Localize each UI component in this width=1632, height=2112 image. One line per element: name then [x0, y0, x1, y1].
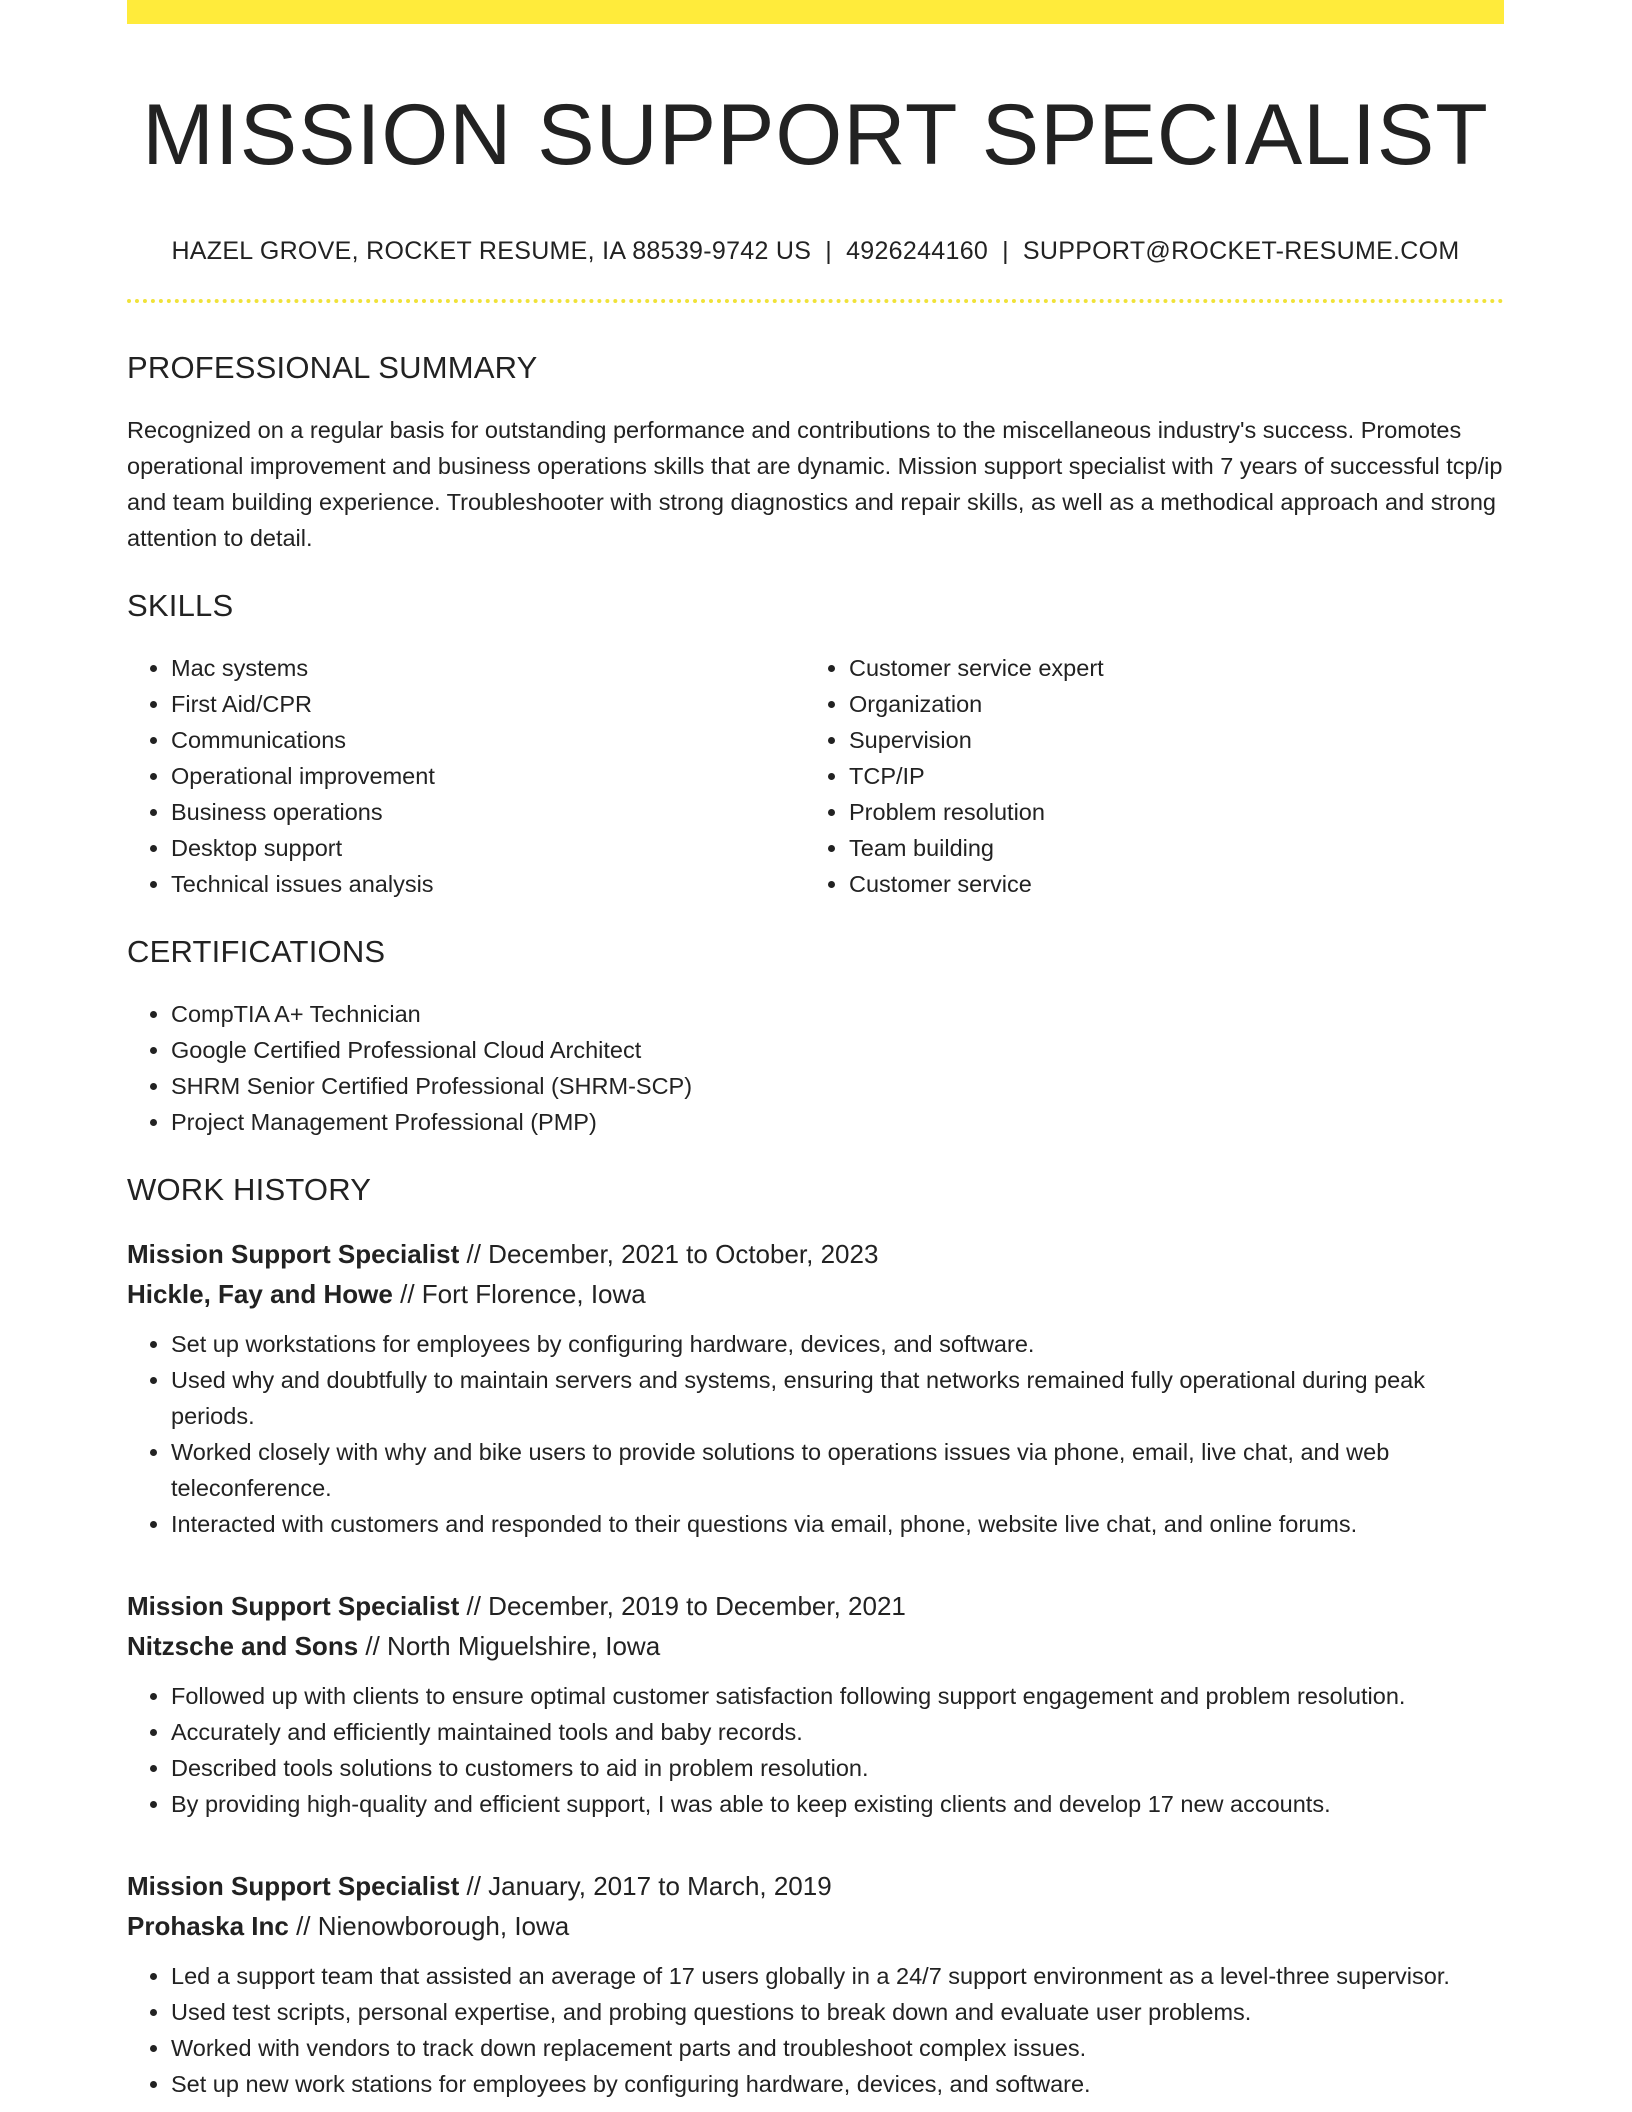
resume-title: MISSION SUPPORT SPECIALIST [142, 87, 1489, 183]
job-bullet: • By providing high-quality and efficient support, I was able to keep existing clients and develop 17 new accounts. [171, 1786, 1504, 1822]
skill-item: • Business operations [171, 794, 805, 830]
skill-item: • First Aid/CPR [171, 686, 805, 722]
contact-separator: | [825, 237, 833, 266]
skill-item: • Team building [849, 830, 1483, 866]
job-bullet: • Followed up with clients to ensure optimal customer satisfaction following support engagement and problem resolution. [171, 1678, 1504, 1714]
summary-heading: PROFESSIONAL SUMMARY [127, 350, 538, 386]
job-company: Nitzsche and Sons [127, 1631, 359, 1662]
job-role: Mission Support Specialist [127, 1871, 460, 1902]
contact-address: HAZEL GROVE, ROCKET RESUME, IA 88539-9742 US [171, 237, 812, 266]
contact-email: SUPPORT@ROCKET-RESUME.COM [1022, 237, 1460, 266]
job-role: Mission Support Specialist [127, 1239, 460, 1270]
job-bullet: • Worked with vendors to track down replacement parts and troubleshoot complex issues. [171, 2030, 1504, 2066]
job-location: // North Miguelshire, Iowa [358, 1631, 661, 1662]
job-company-line [127, 1626, 1504, 1666]
skills-left-column [127, 650, 805, 902]
summary-paragraph: Recognized on a regular basis for outstanding performance and contributions to the miscellaneous industry's success. Promotes operational improvement and business operations skills that are dynamic. Mission support specialist with 7 years of successful tcp/ip and team building experience. Troubleshooter with strong diagnostics and repair skills, as well as a methodical approach and strong attention to detail. [127, 417, 1503, 552]
skill-item: • Technical issues analysis [171, 866, 805, 902]
certifications-heading: CERTIFICATIONS [127, 934, 386, 970]
skill-item: • Mac systems [171, 650, 805, 686]
certification-item: • Project Management Professional (PMP) [171, 1104, 1504, 1140]
job-company-line [127, 1906, 1504, 1946]
contact-line [127, 237, 1504, 266]
job-bullet: • Led a support team that assisted an average of 17 users globally in a 24/7 support environment as a level-three supervisor. [171, 1958, 1504, 1994]
job-company: Hickle, Fay and Howe [127, 1279, 393, 1310]
job-bullet: • Described tools solutions to customers to aid in problem resolution. [171, 1750, 1504, 1786]
job-bullet: • Interacted with customers and responded to their questions via email, phone, website live chat, and online forums. [171, 1506, 1504, 1542]
job-title-line [127, 1586, 1504, 1626]
skills-grid [127, 650, 1504, 902]
job-bullets [127, 1326, 1504, 1542]
skill-item: • Communications [171, 722, 805, 758]
job-bullet: • Used why and doubtfully to maintain servers and systems, ensuring that networks remained fully operational during peak periods. [171, 1362, 1504, 1434]
skill-item: • Customer service [849, 866, 1483, 902]
job-bullets [127, 1958, 1504, 2102]
certification-item: • CompTIA A+ Technician [171, 996, 1504, 1032]
certification-item: • Google Certified Professional Cloud Architect [171, 1032, 1504, 1068]
skill-item: • Organization [849, 686, 1483, 722]
job-entry [127, 1586, 1504, 1822]
skill-item: • Customer service expert [849, 650, 1483, 686]
job-entry [127, 1234, 1504, 1542]
job-bullet: • Set up workstations for employees by configuring hardware, devices, and software. [171, 1326, 1504, 1362]
job-dates: // December, 2019 to December, 2021 [459, 1591, 906, 1622]
contact-phone: 4926244160 [846, 237, 989, 266]
job-dates: // December, 2021 to October, 2023 [459, 1239, 879, 1270]
certifications-list [127, 996, 1504, 1140]
contact-separator: | [1002, 237, 1009, 266]
certification-item: • SHRM Senior Certified Professional (SHRM-SCP) [171, 1068, 1504, 1104]
job-location: // Fort Florence, Iowa [392, 1279, 646, 1310]
job-role: Mission Support Specialist [127, 1591, 460, 1622]
job-dates: // January, 2017 to March, 2019 [459, 1871, 832, 1902]
job-company: Prohaska Inc [127, 1911, 289, 1942]
job-bullet: • Worked closely with why and bike users to provide solutions to operations issues via phone, email, live chat, and web teleconference. [171, 1434, 1504, 1506]
job-bullet: • Accurately and efficiently maintained tools and baby records. [171, 1714, 1504, 1750]
work-history-heading: WORK HISTORY [127, 1172, 372, 1208]
job-entry [127, 1866, 1504, 2102]
job-bullet: • Set up new work stations for employees by configuring hardware, devices, and software. [171, 2066, 1504, 2102]
skill-item: • Operational improvement [171, 758, 805, 794]
job-title-line [127, 1234, 1504, 1274]
skill-item: • Supervision [849, 722, 1483, 758]
accent-top-bar [127, 0, 1504, 24]
dotted-divider [127, 299, 1504, 303]
skill-item: • Problem resolution [849, 794, 1483, 830]
work-history-list [127, 1234, 1504, 2102]
skill-item: • TCP/IP [849, 758, 1483, 794]
job-title-line [127, 1866, 1504, 1906]
job-bullets [127, 1678, 1504, 1822]
job-bullet: • Used test scripts, personal expertise, and probing questions to break down and evaluate user problems. [171, 1994, 1504, 2030]
skills-right-column [805, 650, 1483, 902]
job-company-line [127, 1274, 1504, 1314]
job-location: // Nienowborough, Iowa [288, 1911, 570, 1942]
skills-heading: SKILLS [127, 588, 234, 624]
skill-item: • Desktop support [171, 830, 805, 866]
resume-page [127, 0, 1504, 2102]
